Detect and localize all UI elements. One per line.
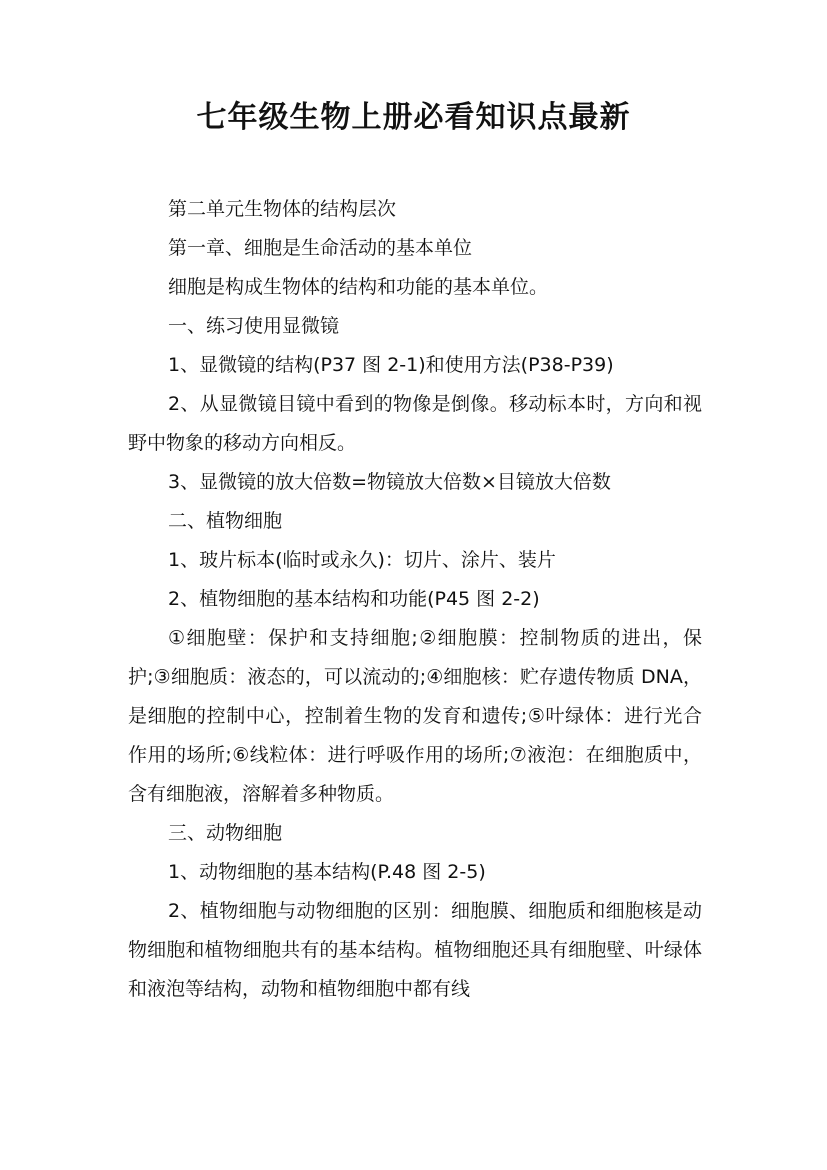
paragraph: 1、玻片标本(临时或永久)：切片、涂片、装片 [168,549,556,571]
paragraph: 1、动物细胞的基本结构(P.48 图 2-5) [168,861,486,883]
document-body [128,190,702,1009]
section-heading-animal-cell: 三、动物细胞 [168,822,283,844]
paragraph: ①细胞壁：保护和支持细胞;②细胞膜：控制物质的进出，保护;③细胞质：液态的，可以流动的;④细胞核：贮存遗传物质 DNA，是细胞的控制中心，控制着生物的发育和遗传;⑤叶绿体：进行光合作用的场所;⑥线粒体：进行呼吸作用的场所;⑦液泡：在细胞质中，含有细胞液，溶解着多种物质。 [128,627,702,805]
unit-heading: 第二单元生物体的结构层次 [168,198,397,220]
paragraph: 3、显微镜的放大倍数=物镜放大倍数×目镜放大倍数 [168,471,611,493]
section-heading-plant-cell: 二、植物细胞 [168,510,283,532]
paragraph: 2、从显微镜目镜中看到的物像是倒像。移动标本时，方向和视野中物象的移动方向相反。 [128,393,702,454]
paragraph: 2、植物细胞与动物细胞的区别：细胞膜、细胞质和细胞核是动物细胞和植物细胞共有的基本结构。植物细胞还具有细胞壁、叶绿体和液泡等结构，动物和植物细胞中都有线 [128,900,702,1000]
paragraph: 2、植物细胞的基本结构和功能(P45 图 2-2) [168,588,540,610]
paragraph: 1、显微镜的结构(P37 图 2-1)和使用方法(P38-P39) [168,354,614,376]
chapter-heading: 第一章、细胞是生命活动的基本单位 [168,237,473,259]
section-heading-microscope: 一、练习使用显微镜 [168,315,340,337]
paragraph: 细胞是构成生物体的结构和功能的基本单位。 [168,276,549,298]
document-title: 七年级生物上册必看知识点最新 [196,100,631,135]
